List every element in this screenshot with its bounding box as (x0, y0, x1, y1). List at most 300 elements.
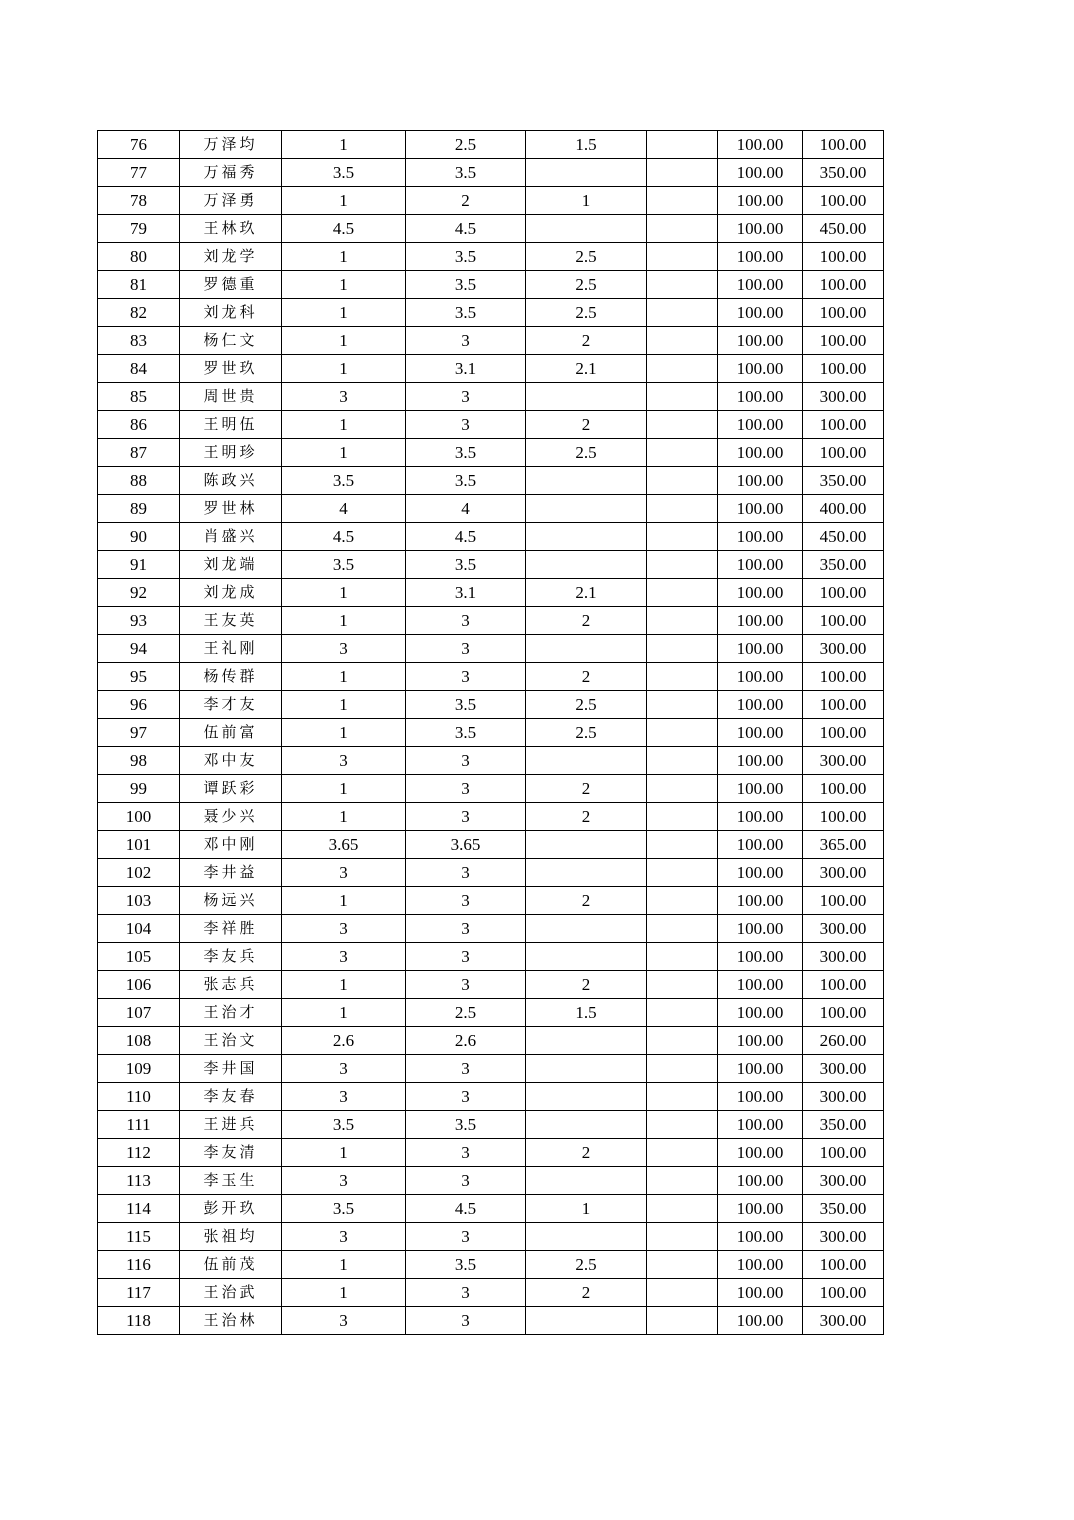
value-b-cell: 3 (406, 327, 526, 355)
value-b-cell: 2.5 (406, 131, 526, 159)
name-cell: 王明珍 (180, 439, 282, 467)
row-number-cell: 94 (98, 635, 180, 663)
name-cell: 李井国 (180, 1055, 282, 1083)
unit-price-cell: 100.00 (718, 495, 803, 523)
name-cell: 邓中友 (180, 747, 282, 775)
unit-price-cell: 100.00 (718, 1251, 803, 1279)
name-cell: 聂少兴 (180, 803, 282, 831)
table-row (98, 1307, 884, 1335)
value-a-cell: 3.5 (282, 1195, 406, 1223)
value-d-cell (647, 327, 718, 355)
unit-price-cell: 100.00 (718, 159, 803, 187)
value-a-cell: 3 (282, 1167, 406, 1195)
name-cell: 伍前富 (180, 719, 282, 747)
unit-price-cell: 100.00 (718, 523, 803, 551)
amount-cell: 300.00 (803, 1307, 884, 1335)
name-cell: 李友春 (180, 1083, 282, 1111)
unit-price-cell: 100.00 (718, 1083, 803, 1111)
row-number-cell: 115 (98, 1223, 180, 1251)
name-cell: 伍前茂 (180, 1251, 282, 1279)
row-number-cell: 95 (98, 663, 180, 691)
name-cell: 万泽勇 (180, 187, 282, 215)
value-d-cell (647, 663, 718, 691)
value-a-cell: 1 (282, 803, 406, 831)
unit-price-cell: 100.00 (718, 439, 803, 467)
name-cell: 张志兵 (180, 971, 282, 999)
value-a-cell: 1 (282, 271, 406, 299)
name-cell: 谭跃彩 (180, 775, 282, 803)
value-b-cell: 3.5 (406, 551, 526, 579)
table-row (98, 691, 884, 719)
table-row (98, 859, 884, 887)
row-number-cell: 100 (98, 803, 180, 831)
value-c-cell: 1.5 (526, 131, 647, 159)
table-row (98, 1055, 884, 1083)
unit-price-cell: 100.00 (718, 215, 803, 243)
name-cell: 王明伍 (180, 411, 282, 439)
value-c-cell: 1 (526, 187, 647, 215)
value-a-cell: 2.6 (282, 1027, 406, 1055)
amount-cell: 350.00 (803, 551, 884, 579)
name-cell: 王友英 (180, 607, 282, 635)
value-c-cell: 1.5 (526, 999, 647, 1027)
name-cell: 肖盛兴 (180, 523, 282, 551)
row-number-cell: 89 (98, 495, 180, 523)
value-b-cell: 3.1 (406, 579, 526, 607)
value-a-cell: 3 (282, 1223, 406, 1251)
table-row (98, 1251, 884, 1279)
name-cell: 杨远兴 (180, 887, 282, 915)
unit-price-cell: 100.00 (718, 271, 803, 299)
value-c-cell (526, 635, 647, 663)
value-a-cell: 1 (282, 131, 406, 159)
value-b-cell: 3.5 (406, 691, 526, 719)
value-c-cell: 2.5 (526, 439, 647, 467)
row-number-cell: 106 (98, 971, 180, 999)
value-b-cell: 3 (406, 915, 526, 943)
name-cell: 王林玖 (180, 215, 282, 243)
name-cell: 李祥胜 (180, 915, 282, 943)
table-row (98, 663, 884, 691)
value-b-cell: 3 (406, 971, 526, 999)
value-b-cell: 3 (406, 887, 526, 915)
value-d-cell (647, 551, 718, 579)
value-c-cell (526, 1307, 647, 1335)
unit-price-cell: 100.00 (718, 551, 803, 579)
value-d-cell (647, 691, 718, 719)
table-row (98, 159, 884, 187)
unit-price-cell: 100.00 (718, 943, 803, 971)
value-d-cell (647, 523, 718, 551)
value-b-cell: 3.5 (406, 1251, 526, 1279)
value-d-cell (647, 1223, 718, 1251)
table-row (98, 523, 884, 551)
amount-cell: 100.00 (803, 327, 884, 355)
row-number-cell: 80 (98, 243, 180, 271)
value-a-cell: 1 (282, 607, 406, 635)
value-a-cell: 1 (282, 299, 406, 327)
value-b-cell: 3 (406, 1223, 526, 1251)
table-row (98, 299, 884, 327)
amount-cell: 350.00 (803, 1111, 884, 1139)
unit-price-cell: 100.00 (718, 1279, 803, 1307)
name-cell: 杨仁文 (180, 327, 282, 355)
value-b-cell: 3.5 (406, 299, 526, 327)
value-d-cell (647, 299, 718, 327)
value-d-cell (647, 243, 718, 271)
row-number-cell: 116 (98, 1251, 180, 1279)
amount-cell: 100.00 (803, 411, 884, 439)
table-row (98, 971, 884, 999)
value-b-cell: 3.5 (406, 271, 526, 299)
table-row (98, 915, 884, 943)
table-row (98, 327, 884, 355)
value-b-cell: 3 (406, 1083, 526, 1111)
unit-price-cell: 100.00 (718, 1111, 803, 1139)
table-row (98, 1167, 884, 1195)
value-d-cell (647, 355, 718, 383)
name-cell: 周世贵 (180, 383, 282, 411)
amount-cell: 350.00 (803, 1195, 884, 1223)
row-number-cell: 88 (98, 467, 180, 495)
value-b-cell: 3 (406, 1139, 526, 1167)
value-a-cell: 3 (282, 1055, 406, 1083)
value-c-cell (526, 1111, 647, 1139)
value-b-cell: 3 (406, 663, 526, 691)
value-c-cell (526, 159, 647, 187)
name-cell: 王礼刚 (180, 635, 282, 663)
unit-price-cell: 100.00 (718, 635, 803, 663)
row-number-cell: 112 (98, 1139, 180, 1167)
value-d-cell (647, 1139, 718, 1167)
value-c-cell: 2 (526, 1139, 647, 1167)
value-d-cell (647, 943, 718, 971)
table-row (98, 383, 884, 411)
value-a-cell: 4.5 (282, 523, 406, 551)
amount-cell: 100.00 (803, 887, 884, 915)
unit-price-cell: 100.00 (718, 859, 803, 887)
value-d-cell (647, 579, 718, 607)
row-number-cell: 85 (98, 383, 180, 411)
name-cell: 刘龙科 (180, 299, 282, 327)
value-a-cell: 3 (282, 915, 406, 943)
value-b-cell: 3 (406, 1167, 526, 1195)
amount-cell: 100.00 (803, 1279, 884, 1307)
value-d-cell (647, 887, 718, 915)
value-c-cell (526, 1055, 647, 1083)
table-row (98, 467, 884, 495)
unit-price-cell: 100.00 (718, 1223, 803, 1251)
amount-cell: 100.00 (803, 243, 884, 271)
value-d-cell (647, 495, 718, 523)
name-cell: 李玉生 (180, 1167, 282, 1195)
amount-cell: 100.00 (803, 663, 884, 691)
unit-price-cell: 100.00 (718, 663, 803, 691)
value-b-cell: 3 (406, 859, 526, 887)
value-c-cell (526, 551, 647, 579)
value-a-cell: 3.5 (282, 1111, 406, 1139)
amount-cell: 100.00 (803, 355, 884, 383)
row-number-cell: 78 (98, 187, 180, 215)
value-c-cell: 2.1 (526, 579, 647, 607)
value-d-cell (647, 467, 718, 495)
value-d-cell (647, 747, 718, 775)
amount-cell: 450.00 (803, 215, 884, 243)
row-number-cell: 104 (98, 915, 180, 943)
value-b-cell: 2 (406, 187, 526, 215)
table-row (98, 1223, 884, 1251)
value-b-cell: 3.65 (406, 831, 526, 859)
value-a-cell: 1 (282, 1139, 406, 1167)
row-number-cell: 84 (98, 355, 180, 383)
value-b-cell: 2.6 (406, 1027, 526, 1055)
amount-cell: 400.00 (803, 495, 884, 523)
row-number-cell: 79 (98, 215, 180, 243)
value-d-cell (647, 1251, 718, 1279)
value-d-cell (647, 999, 718, 1027)
value-c-cell: 2 (526, 327, 647, 355)
value-a-cell: 3 (282, 1083, 406, 1111)
amount-cell: 350.00 (803, 159, 884, 187)
value-b-cell: 3 (406, 1055, 526, 1083)
value-d-cell (647, 187, 718, 215)
row-number-cell: 109 (98, 1055, 180, 1083)
value-d-cell (647, 915, 718, 943)
amount-cell: 300.00 (803, 383, 884, 411)
value-c-cell (526, 943, 647, 971)
value-c-cell (526, 747, 647, 775)
table-row (98, 215, 884, 243)
unit-price-cell: 100.00 (718, 131, 803, 159)
value-a-cell: 3.65 (282, 831, 406, 859)
value-b-cell: 3.5 (406, 1111, 526, 1139)
value-c-cell: 2.5 (526, 243, 647, 271)
table-row (98, 439, 884, 467)
unit-price-cell: 100.00 (718, 1027, 803, 1055)
table-row (98, 355, 884, 383)
table-row (98, 719, 884, 747)
unit-price-cell: 100.00 (718, 1055, 803, 1083)
value-b-cell: 3.5 (406, 719, 526, 747)
value-c-cell: 2.5 (526, 719, 647, 747)
name-cell: 罗德重 (180, 271, 282, 299)
name-cell: 罗世玖 (180, 355, 282, 383)
amount-cell: 100.00 (803, 691, 884, 719)
value-b-cell: 3.5 (406, 439, 526, 467)
name-cell: 王进兵 (180, 1111, 282, 1139)
value-d-cell (647, 215, 718, 243)
value-b-cell: 3 (406, 607, 526, 635)
unit-price-cell: 100.00 (718, 971, 803, 999)
value-d-cell (647, 1307, 718, 1335)
value-b-cell: 4 (406, 495, 526, 523)
value-d-cell (647, 971, 718, 999)
table-row (98, 271, 884, 299)
unit-price-cell: 100.00 (718, 999, 803, 1027)
value-c-cell (526, 831, 647, 859)
name-cell: 李井益 (180, 859, 282, 887)
value-a-cell: 3.5 (282, 467, 406, 495)
value-b-cell: 3 (406, 1307, 526, 1335)
unit-price-cell: 100.00 (718, 327, 803, 355)
value-b-cell: 3 (406, 383, 526, 411)
row-number-cell: 83 (98, 327, 180, 355)
table-row (98, 131, 884, 159)
row-number-cell: 103 (98, 887, 180, 915)
name-cell: 李友兵 (180, 943, 282, 971)
value-a-cell: 4 (282, 495, 406, 523)
amount-cell: 300.00 (803, 915, 884, 943)
unit-price-cell: 100.00 (718, 607, 803, 635)
name-cell: 李才友 (180, 691, 282, 719)
row-number-cell: 96 (98, 691, 180, 719)
value-a-cell: 1 (282, 187, 406, 215)
value-a-cell: 1 (282, 775, 406, 803)
name-cell: 张祖均 (180, 1223, 282, 1251)
value-a-cell: 3 (282, 635, 406, 663)
amount-cell: 100.00 (803, 803, 884, 831)
unit-price-cell: 100.00 (718, 243, 803, 271)
value-a-cell: 3 (282, 747, 406, 775)
value-c-cell: 2 (526, 887, 647, 915)
unit-price-cell: 100.00 (718, 1307, 803, 1335)
row-number-cell: 97 (98, 719, 180, 747)
value-b-cell: 3.1 (406, 355, 526, 383)
row-number-cell: 90 (98, 523, 180, 551)
name-cell: 刘龙学 (180, 243, 282, 271)
row-number-cell: 114 (98, 1195, 180, 1223)
name-cell: 陈政兴 (180, 467, 282, 495)
value-b-cell: 4.5 (406, 1195, 526, 1223)
value-d-cell (647, 775, 718, 803)
value-c-cell (526, 495, 647, 523)
value-a-cell: 3 (282, 859, 406, 887)
value-d-cell (647, 1083, 718, 1111)
value-a-cell: 1 (282, 355, 406, 383)
amount-cell: 100.00 (803, 271, 884, 299)
amount-cell: 365.00 (803, 831, 884, 859)
name-cell: 李友清 (180, 1139, 282, 1167)
table-row (98, 775, 884, 803)
value-b-cell: 3.5 (406, 467, 526, 495)
row-number-cell: 117 (98, 1279, 180, 1307)
value-d-cell (647, 1027, 718, 1055)
row-number-cell: 91 (98, 551, 180, 579)
value-c-cell: 2 (526, 775, 647, 803)
row-number-cell: 86 (98, 411, 180, 439)
table-row (98, 831, 884, 859)
value-c-cell: 2 (526, 971, 647, 999)
amount-cell: 100.00 (803, 131, 884, 159)
unit-price-cell: 100.00 (718, 355, 803, 383)
row-number-cell: 107 (98, 999, 180, 1027)
value-a-cell: 1 (282, 691, 406, 719)
unit-price-cell: 100.00 (718, 831, 803, 859)
value-a-cell: 1 (282, 327, 406, 355)
table-row (98, 1279, 884, 1307)
unit-price-cell: 100.00 (718, 803, 803, 831)
table-row (98, 495, 884, 523)
name-cell: 刘龙成 (180, 579, 282, 607)
value-d-cell (647, 1055, 718, 1083)
value-a-cell: 1 (282, 971, 406, 999)
amount-cell: 300.00 (803, 1167, 884, 1195)
amount-cell: 100.00 (803, 999, 884, 1027)
amount-cell: 100.00 (803, 439, 884, 467)
name-cell: 万泽均 (180, 131, 282, 159)
value-c-cell: 2 (526, 607, 647, 635)
name-cell: 杨传群 (180, 663, 282, 691)
value-c-cell: 2.5 (526, 299, 647, 327)
value-b-cell: 4.5 (406, 215, 526, 243)
amount-cell: 300.00 (803, 635, 884, 663)
amount-cell: 100.00 (803, 1251, 884, 1279)
table-row (98, 887, 884, 915)
value-d-cell (647, 159, 718, 187)
value-a-cell: 1 (282, 243, 406, 271)
value-c-cell: 2 (526, 803, 647, 831)
amount-cell: 100.00 (803, 187, 884, 215)
value-d-cell (647, 271, 718, 299)
amount-cell: 260.00 (803, 1027, 884, 1055)
amount-cell: 300.00 (803, 1055, 884, 1083)
amount-cell: 100.00 (803, 719, 884, 747)
value-a-cell: 3 (282, 1307, 406, 1335)
value-c-cell (526, 215, 647, 243)
unit-price-cell: 100.00 (718, 411, 803, 439)
amount-cell: 300.00 (803, 1083, 884, 1111)
amount-cell: 450.00 (803, 523, 884, 551)
value-c-cell (526, 523, 647, 551)
row-number-cell: 82 (98, 299, 180, 327)
value-b-cell: 4.5 (406, 523, 526, 551)
table-row (98, 187, 884, 215)
value-d-cell (647, 439, 718, 467)
value-c-cell: 2 (526, 1279, 647, 1307)
row-number-cell: 110 (98, 1083, 180, 1111)
unit-price-cell: 100.00 (718, 1139, 803, 1167)
value-c-cell: 2.5 (526, 271, 647, 299)
value-c-cell (526, 1027, 647, 1055)
name-cell: 邓中刚 (180, 831, 282, 859)
value-b-cell: 2.5 (406, 999, 526, 1027)
amount-cell: 350.00 (803, 467, 884, 495)
value-a-cell: 1 (282, 411, 406, 439)
unit-price-cell: 100.00 (718, 887, 803, 915)
value-c-cell: 2.5 (526, 1251, 647, 1279)
table-row (98, 579, 884, 607)
value-c-cell (526, 467, 647, 495)
value-b-cell: 3.5 (406, 243, 526, 271)
table-row (98, 1139, 884, 1167)
unit-price-cell: 100.00 (718, 747, 803, 775)
value-c-cell (526, 1223, 647, 1251)
value-a-cell: 1 (282, 719, 406, 747)
name-cell: 王治才 (180, 999, 282, 1027)
value-d-cell (647, 1195, 718, 1223)
table-row (98, 747, 884, 775)
value-b-cell: 3 (406, 747, 526, 775)
value-d-cell (647, 1279, 718, 1307)
table-row (98, 635, 884, 663)
value-d-cell (647, 131, 718, 159)
unit-price-cell: 100.00 (718, 915, 803, 943)
value-a-cell: 1 (282, 1251, 406, 1279)
row-number-cell: 76 (98, 131, 180, 159)
value-c-cell (526, 915, 647, 943)
row-number-cell: 81 (98, 271, 180, 299)
value-a-cell: 3 (282, 383, 406, 411)
